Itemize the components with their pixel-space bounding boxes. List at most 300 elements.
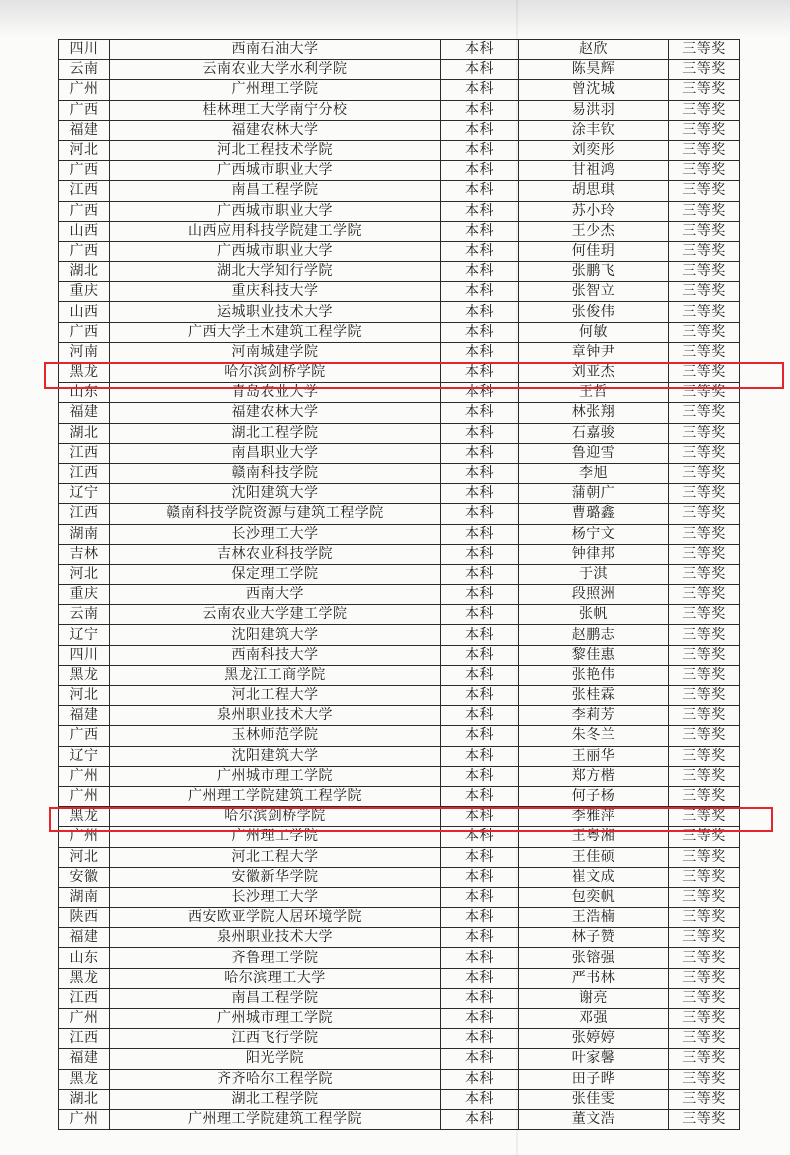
province-cell: 重庆: [59, 585, 110, 605]
award-cell: 三等奖: [669, 544, 740, 564]
table-row: [59, 383, 740, 403]
school-cell: 福建农林大学: [110, 403, 441, 423]
name-cell: 鲁迎雪: [519, 443, 669, 463]
school-cell: 广州城市理工学院: [110, 766, 441, 786]
level-cell: 本科: [441, 948, 519, 968]
school-cell: 山西应用科技学院建工学院: [110, 221, 441, 241]
province-cell: 黑龙: [59, 968, 110, 988]
table-row: [59, 1029, 740, 1049]
table-row: [59, 100, 740, 120]
province-cell: 江西: [59, 181, 110, 201]
level-cell: 本科: [441, 181, 519, 201]
school-cell: 重庆科技大学: [110, 282, 441, 302]
province-cell: 福建: [59, 928, 110, 948]
name-cell: 曹璐鑫: [519, 504, 669, 524]
name-cell: 王丽华: [519, 746, 669, 766]
award-cell: 三等奖: [669, 201, 740, 221]
award-cell: 三等奖: [669, 726, 740, 746]
province-cell: 广州: [59, 1109, 110, 1129]
province-cell: 广西: [59, 726, 110, 746]
award-cell: 三等奖: [669, 181, 740, 201]
award-cell: 三等奖: [669, 322, 740, 342]
table-row: [59, 403, 740, 423]
province-cell: 江西: [59, 504, 110, 524]
school-cell: 广州理工学院建筑工程学院: [110, 1109, 441, 1129]
school-cell: 河北工程大学: [110, 847, 441, 867]
level-cell: 本科: [441, 625, 519, 645]
level-cell: 本科: [441, 585, 519, 605]
school-cell: 南昌工程学院: [110, 181, 441, 201]
province-cell: 福建: [59, 120, 110, 140]
province-cell: 江西: [59, 988, 110, 1008]
award-cell: 三等奖: [669, 1109, 740, 1129]
award-cell: 三等奖: [669, 625, 740, 645]
level-cell: 本科: [441, 443, 519, 463]
name-cell: 刘亚杰: [519, 363, 669, 383]
name-cell: 王哲: [519, 383, 669, 403]
level-cell: 本科: [441, 645, 519, 665]
level-cell: 本科: [441, 564, 519, 584]
award-cell: 三等奖: [669, 786, 740, 806]
province-cell: 山西: [59, 302, 110, 322]
name-cell: 何子杨: [519, 786, 669, 806]
school-cell: 赣南科技学院: [110, 463, 441, 483]
award-cell: 三等奖: [669, 827, 740, 847]
award-cell: 三等奖: [669, 241, 740, 261]
name-cell: 何敏: [519, 322, 669, 342]
school-cell: 南昌工程学院: [110, 988, 441, 1008]
name-cell: 张镕强: [519, 948, 669, 968]
table-row: [59, 665, 740, 685]
name-cell: 段照洲: [519, 585, 669, 605]
province-cell: 河北: [59, 847, 110, 867]
province-cell: 山东: [59, 383, 110, 403]
name-cell: 黎佳惠: [519, 645, 669, 665]
level-cell: 本科: [441, 524, 519, 544]
table-row: [59, 1069, 740, 1089]
province-cell: 陕西: [59, 908, 110, 928]
province-cell: 福建: [59, 403, 110, 423]
level-cell: 本科: [441, 887, 519, 907]
table-row: [59, 524, 740, 544]
level-cell: 本科: [441, 363, 519, 383]
award-cell: 三等奖: [669, 988, 740, 1008]
school-cell: 西南石油大学: [110, 40, 441, 60]
school-cell: 广州城市理工学院: [110, 1009, 441, 1029]
province-cell: 黑龙: [59, 807, 110, 827]
school-cell: 保定理工学院: [110, 564, 441, 584]
level-cell: 本科: [441, 403, 519, 423]
school-cell: 哈尔滨剑桥学院: [110, 807, 441, 827]
name-cell: 蒲朝广: [519, 484, 669, 504]
province-cell: 湖北: [59, 423, 110, 443]
province-cell: 广西: [59, 201, 110, 221]
table-row: [59, 847, 740, 867]
award-cell: 三等奖: [669, 100, 740, 120]
table-row: [59, 60, 740, 80]
award-cell: 三等奖: [669, 40, 740, 60]
award-cell: 三等奖: [669, 605, 740, 625]
province-cell: 河北: [59, 686, 110, 706]
award-cell: 三等奖: [669, 645, 740, 665]
level-cell: 本科: [441, 1069, 519, 1089]
award-cell: 三等奖: [669, 383, 740, 403]
table-row: [59, 887, 740, 907]
award-cell: 三等奖: [669, 120, 740, 140]
level-cell: 本科: [441, 504, 519, 524]
name-cell: 田子晔: [519, 1069, 669, 1089]
school-cell: 广州理工学院: [110, 827, 441, 847]
award-cell: 三等奖: [669, 161, 740, 181]
school-cell: 吉林农业科技学院: [110, 544, 441, 564]
name-cell: 苏小玲: [519, 201, 669, 221]
name-cell: 董文浩: [519, 1109, 669, 1129]
table-row: [59, 706, 740, 726]
name-cell: 邓强: [519, 1009, 669, 1029]
award-cell: 三等奖: [669, 282, 740, 302]
award-cell: 三等奖: [669, 504, 740, 524]
province-cell: 四川: [59, 40, 110, 60]
table-row: [59, 948, 740, 968]
award-cell: 三等奖: [669, 524, 740, 544]
level-cell: 本科: [441, 302, 519, 322]
award-cell: 三等奖: [669, 807, 740, 827]
province-cell: 黑龙: [59, 665, 110, 685]
table-row: [59, 423, 740, 443]
award-cell: 三等奖: [669, 60, 740, 80]
level-cell: 本科: [441, 1029, 519, 1049]
table-row: [59, 322, 740, 342]
level-cell: 本科: [441, 706, 519, 726]
award-cell: 三等奖: [669, 746, 740, 766]
province-cell: 黑龙: [59, 363, 110, 383]
school-cell: 广西城市职业大学: [110, 201, 441, 221]
table-row: [59, 726, 740, 746]
province-cell: 河北: [59, 140, 110, 160]
level-cell: 本科: [441, 605, 519, 625]
table-row: [59, 140, 740, 160]
name-cell: 严书林: [519, 968, 669, 988]
school-cell: 齐鲁理工学院: [110, 948, 441, 968]
province-cell: 河北: [59, 564, 110, 584]
table-row: [59, 564, 740, 584]
level-cell: 本科: [441, 60, 519, 80]
province-cell: 云南: [59, 605, 110, 625]
level-cell: 本科: [441, 726, 519, 746]
province-cell: 山西: [59, 221, 110, 241]
level-cell: 本科: [441, 968, 519, 988]
level-cell: 本科: [441, 928, 519, 948]
school-cell: 湖北工程学院: [110, 1089, 441, 1109]
school-cell: 泉州职业技术大学: [110, 706, 441, 726]
table-row: [59, 1049, 740, 1069]
table-row: [59, 988, 740, 1008]
name-cell: 林子赞: [519, 928, 669, 948]
school-cell: 广州理工学院: [110, 80, 441, 100]
award-cell: 三等奖: [669, 948, 740, 968]
award-cell: 三等奖: [669, 847, 740, 867]
award-cell: 三等奖: [669, 363, 740, 383]
school-cell: 广西城市职业大学: [110, 161, 441, 181]
school-cell: 长沙理工大学: [110, 887, 441, 907]
level-cell: 本科: [441, 908, 519, 928]
school-cell: 云南农业大学建工学院: [110, 605, 441, 625]
name-cell: 石嘉骏: [519, 423, 669, 443]
name-cell: 王浩楠: [519, 908, 669, 928]
level-cell: 本科: [441, 383, 519, 403]
award-cell: 三等奖: [669, 262, 740, 282]
province-cell: 黑龙: [59, 1069, 110, 1089]
name-cell: 王粤湘: [519, 827, 669, 847]
school-cell: 安徽新华学院: [110, 867, 441, 887]
level-cell: 本科: [441, 827, 519, 847]
table-row: [59, 241, 740, 261]
table-row: [59, 463, 740, 483]
award-cell: 三等奖: [669, 686, 740, 706]
level-cell: 本科: [441, 484, 519, 504]
school-cell: 长沙理工大学: [110, 524, 441, 544]
school-cell: 西南大学: [110, 585, 441, 605]
name-cell: 李莉芳: [519, 706, 669, 726]
province-cell: 辽宁: [59, 625, 110, 645]
award-cell: 三等奖: [669, 423, 740, 443]
level-cell: 本科: [441, 322, 519, 342]
school-cell: 阳光学院: [110, 1049, 441, 1069]
province-cell: 江西: [59, 443, 110, 463]
table-row: [59, 504, 740, 524]
province-cell: 河南: [59, 342, 110, 362]
province-cell: 福建: [59, 1049, 110, 1069]
name-cell: 胡思琪: [519, 181, 669, 201]
level-cell: 本科: [441, 262, 519, 282]
school-cell: 沈阳建筑大学: [110, 625, 441, 645]
name-cell: 张艳伟: [519, 665, 669, 685]
award-cell: 三等奖: [669, 564, 740, 584]
school-cell: 哈尔滨剑桥学院: [110, 363, 441, 383]
school-cell: 西安欧亚学院人居环境学院: [110, 908, 441, 928]
school-cell: 玉林师范学院: [110, 726, 441, 746]
province-cell: 云南: [59, 60, 110, 80]
school-cell: 齐齐哈尔工程学院: [110, 1069, 441, 1089]
table-row: [59, 827, 740, 847]
table-row: [59, 1089, 740, 1109]
award-cell: 三等奖: [669, 1029, 740, 1049]
level-cell: 本科: [441, 807, 519, 827]
award-list-table: [58, 39, 740, 1130]
scan-edge-shadow: [0, 0, 790, 38]
level-cell: 本科: [441, 766, 519, 786]
level-cell: 本科: [441, 746, 519, 766]
name-cell: 杨宁文: [519, 524, 669, 544]
name-cell: 陈昊辉: [519, 60, 669, 80]
table-row: [59, 625, 740, 645]
award-cell: 三等奖: [669, 706, 740, 726]
table-row: [59, 221, 740, 241]
school-cell: 南昌职业大学: [110, 443, 441, 463]
school-cell: 福建农林大学: [110, 120, 441, 140]
award-table-body: [59, 40, 740, 1130]
name-cell: 李雅萍: [519, 807, 669, 827]
name-cell: 曾沈城: [519, 80, 669, 100]
level-cell: 本科: [441, 463, 519, 483]
award-cell: 三等奖: [669, 221, 740, 241]
award-cell: 三等奖: [669, 1009, 740, 1029]
province-cell: 湖北: [59, 262, 110, 282]
name-cell: 张智立: [519, 282, 669, 302]
province-cell: 湖南: [59, 887, 110, 907]
table-row: [59, 544, 740, 564]
level-cell: 本科: [441, 665, 519, 685]
level-cell: 本科: [441, 988, 519, 1008]
table-row: [59, 766, 740, 786]
table-row: [59, 686, 740, 706]
award-cell: 三等奖: [669, 1049, 740, 1069]
province-cell: 吉林: [59, 544, 110, 564]
name-cell: 张婷婷: [519, 1029, 669, 1049]
name-cell: 朱冬兰: [519, 726, 669, 746]
province-cell: 江西: [59, 463, 110, 483]
level-cell: 本科: [441, 120, 519, 140]
school-cell: 赣南科技学院资源与建筑工程学院: [110, 504, 441, 524]
province-cell: 辽宁: [59, 484, 110, 504]
province-cell: 江西: [59, 1029, 110, 1049]
name-cell: 张帆: [519, 605, 669, 625]
province-cell: 重庆: [59, 282, 110, 302]
name-cell: 赵欣: [519, 40, 669, 60]
name-cell: 叶家馨: [519, 1049, 669, 1069]
award-cell: 三等奖: [669, 968, 740, 988]
level-cell: 本科: [441, 786, 519, 806]
table-row: [59, 786, 740, 806]
table-row: [59, 80, 740, 100]
school-cell: 哈尔滨理工大学: [110, 968, 441, 988]
name-cell: 于淇: [519, 564, 669, 584]
level-cell: 本科: [441, 40, 519, 60]
table-row: [59, 1009, 740, 1029]
school-cell: 广州理工学院建筑工程学院: [110, 786, 441, 806]
name-cell: 涂丰钦: [519, 120, 669, 140]
level-cell: 本科: [441, 686, 519, 706]
school-cell: 河北工程技术学院: [110, 140, 441, 160]
level-cell: 本科: [441, 201, 519, 221]
name-cell: 郑方楷: [519, 766, 669, 786]
award-cell: 三等奖: [669, 463, 740, 483]
table-row: [59, 181, 740, 201]
name-cell: 林张翔: [519, 403, 669, 423]
level-cell: 本科: [441, 241, 519, 261]
award-cell: 三等奖: [669, 342, 740, 362]
award-cell: 三等奖: [669, 403, 740, 423]
province-cell: 安徽: [59, 867, 110, 887]
table-row: [59, 201, 740, 221]
school-cell: 桂林理工大学南宁分校: [110, 100, 441, 120]
school-cell: 云南农业大学水利学院: [110, 60, 441, 80]
school-cell: 湖北大学知行学院: [110, 262, 441, 282]
table-row: [59, 484, 740, 504]
name-cell: 谢亮: [519, 988, 669, 1008]
school-cell: 广西大学土木建筑工程学院: [110, 322, 441, 342]
award-cell: 三等奖: [669, 585, 740, 605]
name-cell: 甘祖鸿: [519, 161, 669, 181]
level-cell: 本科: [441, 1109, 519, 1129]
name-cell: 包奕帆: [519, 887, 669, 907]
table-row: [59, 867, 740, 887]
school-cell: 沈阳建筑大学: [110, 484, 441, 504]
name-cell: 张桂霖: [519, 686, 669, 706]
level-cell: 本科: [441, 423, 519, 443]
province-cell: 广州: [59, 80, 110, 100]
table-row: [59, 1109, 740, 1129]
province-cell: 福建: [59, 706, 110, 726]
name-cell: 何佳玥: [519, 241, 669, 261]
table-row: [59, 968, 740, 988]
name-cell: 张佳雯: [519, 1089, 669, 1109]
level-cell: 本科: [441, 221, 519, 241]
table-row: [59, 302, 740, 322]
table-row: [59, 605, 740, 625]
table-row: [59, 40, 740, 60]
level-cell: 本科: [441, 1009, 519, 1029]
table-row: [59, 585, 740, 605]
award-cell: 三等奖: [669, 302, 740, 322]
award-cell: 三等奖: [669, 80, 740, 100]
award-cell: 三等奖: [669, 1069, 740, 1089]
level-cell: 本科: [441, 1089, 519, 1109]
table-row: [59, 807, 740, 827]
table-row: [59, 928, 740, 948]
level-cell: 本科: [441, 282, 519, 302]
province-cell: 四川: [59, 645, 110, 665]
province-cell: 广州: [59, 827, 110, 847]
school-cell: 泉州职业技术大学: [110, 928, 441, 948]
level-cell: 本科: [441, 140, 519, 160]
table-row: [59, 161, 740, 181]
school-cell: 青岛农业大学: [110, 383, 441, 403]
province-cell: 广州: [59, 1009, 110, 1029]
province-cell: 广西: [59, 322, 110, 342]
table-row: [59, 645, 740, 665]
level-cell: 本科: [441, 1049, 519, 1069]
level-cell: 本科: [441, 342, 519, 362]
province-cell: 广西: [59, 161, 110, 181]
award-cell: 三等奖: [669, 867, 740, 887]
name-cell: 崔文成: [519, 867, 669, 887]
province-cell: 广西: [59, 100, 110, 120]
table-row: [59, 342, 740, 362]
school-cell: 运城职业技术大学: [110, 302, 441, 322]
school-cell: 广西城市职业大学: [110, 241, 441, 261]
school-cell: 沈阳建筑大学: [110, 746, 441, 766]
award-cell: 三等奖: [669, 1089, 740, 1109]
province-cell: 湖北: [59, 1089, 110, 1109]
name-cell: 刘奕彤: [519, 140, 669, 160]
name-cell: 钟律邦: [519, 544, 669, 564]
award-cell: 三等奖: [669, 928, 740, 948]
award-cell: 三等奖: [669, 908, 740, 928]
level-cell: 本科: [441, 847, 519, 867]
name-cell: 赵鹏志: [519, 625, 669, 645]
school-cell: 江西飞行学院: [110, 1029, 441, 1049]
table-row: [59, 746, 740, 766]
province-cell: 广西: [59, 241, 110, 261]
name-cell: 张鹏飞: [519, 262, 669, 282]
level-cell: 本科: [441, 161, 519, 181]
name-cell: 李旭: [519, 463, 669, 483]
province-cell: 广州: [59, 786, 110, 806]
table-row: [59, 363, 740, 383]
school-cell: 河南城建学院: [110, 342, 441, 362]
table-row: [59, 908, 740, 928]
